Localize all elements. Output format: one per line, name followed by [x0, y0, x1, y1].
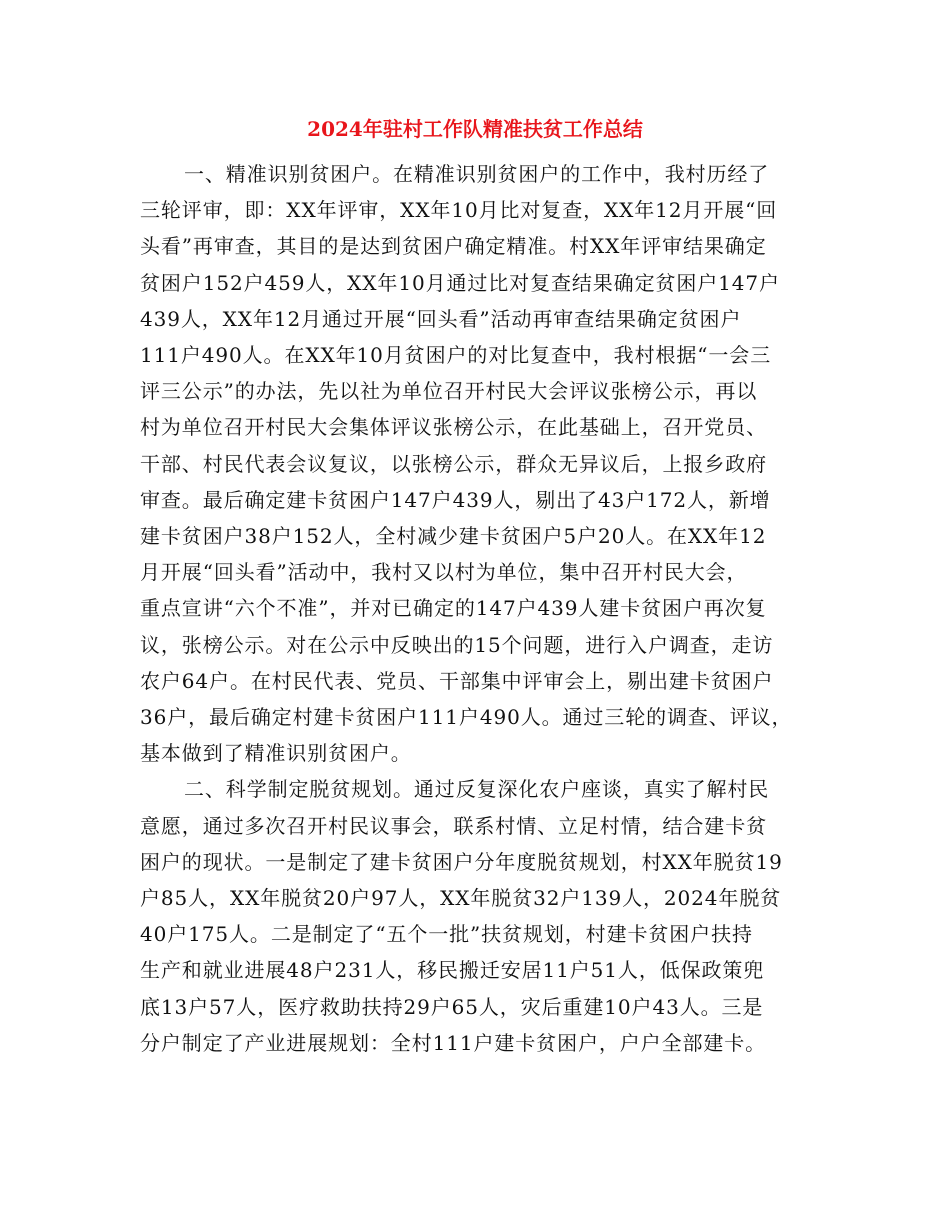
text-line: 村为单位召开村民大会集体评议张榜公示，在此基础上，召开党员、 — [140, 415, 767, 440]
document-body — [140, 156, 820, 1061]
text-line: 评三公示”的办法，先以社为单位召开村民大会评议张榜公示，再以 — [140, 379, 758, 404]
paragraph-precise-identification — [140, 156, 820, 771]
text-line: 生产和就业进展48户231人，移民搬迁安居11户51人，低保政策兜 — [140, 958, 765, 983]
text-line: 111户490人。在XX年10月贫困户的对比复查中，我村根据“一会三 — [140, 343, 772, 368]
text-line: 439人，XX年12月通过开展“回头看”活动再审查结果确定贫困户 — [140, 306, 742, 331]
text-line: 户85人，XX年脱贫20户97人，XX年脱贫32户139人，2024年脱贫 — [140, 886, 782, 911]
text-line: 贫困户152户459人，XX年10月通过比对复查结果确定贫困户147户 — [140, 270, 780, 295]
text-line: 底13户57人，医疗救助扶持29户65人，灾后重建10户43人。三是 — [140, 994, 764, 1019]
text-line: 干部、村民代表会议复议，以张榜公示，群众无异议后，上报乡政府 — [140, 451, 767, 476]
text-line: 基本做到了精准识别贫困户。 — [140, 741, 412, 766]
text-line: 议，张榜公示。对在公示中反映出的15个问题，进行入户调查，走访 — [140, 632, 774, 657]
text-line: 月开展“回头看”活动中，我村又以村为单位，集中召开村民大会， — [140, 560, 748, 585]
text-line: 重点宣讲“六个不准”，并对已确定的147户439人建卡贫困户再次复 — [140, 596, 767, 621]
text-line: 二、科学制定脱贫规划。通过反复深化农户座谈，真实了解村民 — [184, 777, 770, 802]
text-line: 农户64户。在村民代表、党员、干部集中评审会上，剔出建卡贫困户 — [140, 668, 774, 693]
document-title: 2024年驻村工作队精准扶贫工作总结 — [307, 117, 643, 141]
text-line: 审查。最后确定建卡贫困户147户439人，剔出了43户172人，新增 — [140, 487, 771, 512]
text-line: 三轮评审，即：XX年评审，XX年10月比对复查，XX年12月开展“回 — [140, 198, 778, 223]
text-line: 分户制定了产业进展规划：全村111户建卡贫困户，户户全部建卡。 — [140, 1030, 767, 1055]
text-line: 36户，最后确定村建卡贫困户111户490人。通过三轮的调查、评议， — [140, 705, 793, 730]
text-line: 头看”再审查，其目的是达到贫困户确定精准。村XX年评审结果确定 — [140, 234, 767, 259]
paragraph-poverty-plan — [140, 771, 820, 1061]
text-line: 困户的现状。一是制定了建卡贫困户分年度脱贫规划，村XX年脱贫19 — [140, 849, 783, 874]
text-line: 意愿，通过多次召开村民议事会，联系村情、立足村情，结合建卡贫 — [140, 813, 767, 838]
text-line: 40户175人。二是制定了“五个一批”扶贫规划，村建卡贫困户扶持 — [140, 922, 753, 947]
text-line: 一、精准识别贫困户。在精准识别贫困户的工作中，我村历经了 — [184, 162, 770, 186]
text-line: 建卡贫困户38户152人，全村减少建卡贫困户5户20人。在XX年12 — [140, 524, 767, 549]
